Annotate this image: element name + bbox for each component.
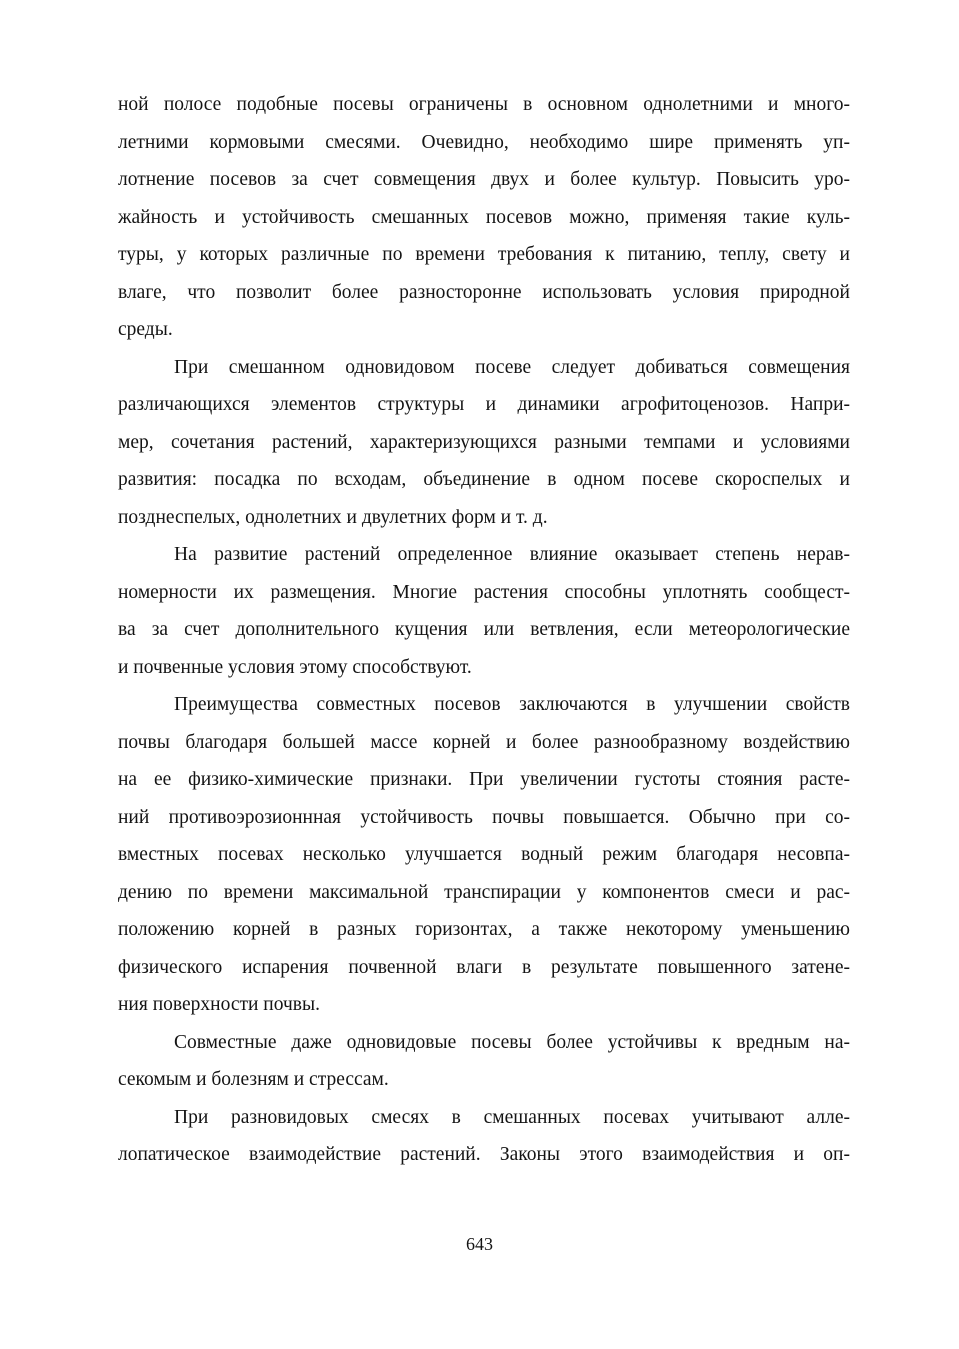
page-number: 643 [466,1234,493,1254]
text-line: дению по времени максимальной транспирации у компонентов смеси и рас- [118,881,850,903]
text-line: Совместные даже одновидовые посевы более устойчивы к вредным на- [174,1031,850,1053]
text-line: мер, сочетания растений, характеризующихся разными темпами и условиями [118,431,850,453]
text-line: и почвенные условия этому способствуют. [118,656,472,678]
text-line: среды. [118,319,173,340]
paragraph-6 [118,1099,850,1174]
text-line: ния поверхности почвы. [118,994,320,1015]
text-line: лопатическое взаимодействие растений. Законы этого взаимодействия и оп- [118,1144,850,1165]
text-line: влаге, что позволит более разносторонне использовать условия природной [118,281,850,303]
paragraph-1 [118,86,850,349]
text-line: на ее физико-химические признаки. При увеличении густоты стояния расте- [118,769,850,790]
text-line: лотнение посевов за счет совмещения двух и более культур. Повысить уро- [118,169,850,190]
text-line: почвы благодаря большей массе корней и более разнообразному воздействию [118,731,850,753]
text-line: развития: посадка по всходам, объединение в одном посеве скороспелых и [118,469,850,490]
text-line: секомым и болезням и стрессам. [118,1069,389,1090]
text-line: номерности их размещения. Многие растения способны уплотнять сообщест- [118,581,850,603]
text-line: физического испарения почвенной влаги в результате повышенного затене- [118,956,850,978]
text-line: позднеспелых, однолетних и двулетних форм и т. д. [118,506,548,528]
text-line: жайность и устойчивость смешанных посевов можно, применяя такие куль- [118,206,850,228]
text-line: различающихся элементов структуры и динамики агрофитоценозов. Напри- [118,394,850,415]
text-line: вместных посевах несколько улучшается водный режим благодаря несовпа- [118,844,850,865]
paragraph-3 [118,536,850,686]
paragraph-4 [118,686,850,1024]
text-line: туры, у которых различные по времени требования к питанию, теплу, свету и [118,244,850,265]
text-line: положению корней в разных горизонтах, а также некоторому уменьшению [118,919,850,940]
text-line: На развитие растений определенное влияние оказывает степень нерав- [174,544,850,565]
text-line: ва за счет дополнительного кущения или ветвления, если метеорологические [118,619,850,640]
text-line: ной полосе подобные посевы ограничены в основном однолетними и много- [118,94,850,115]
paragraph-2 [118,349,850,537]
text-line: При разновидовых смесях в смешанных посевах учитывают алле- [174,1106,850,1128]
body-text [118,86,850,1174]
text-line: ний противоэрозионнная устойчивость почвы повышается. Обычно при со- [118,806,850,828]
text-line: летними кормовыми смесями. Очевидно, необходимо шире применять уп- [118,131,850,153]
paragraph-5 [118,1024,850,1099]
text-line: При смешанном одновидовом посеве следует добиваться совмещения [174,356,850,378]
text-line: Преимущества совместных посевов заключаются в улучшении свойств [174,694,850,715]
